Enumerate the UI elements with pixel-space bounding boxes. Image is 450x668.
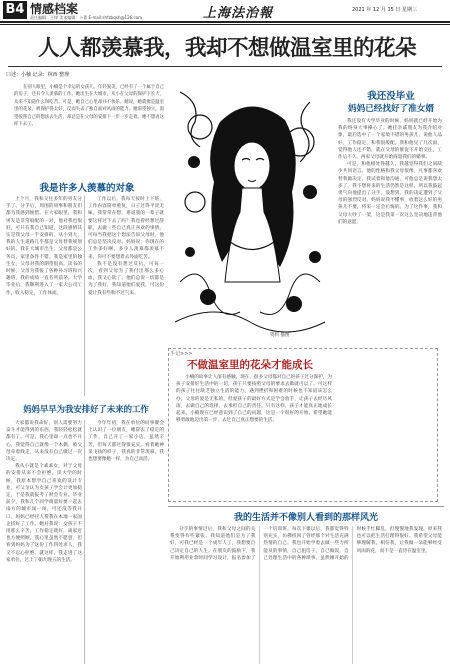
paragraph: 可是，和他相处得越久，我越觉得我们之间缺少共同语言。他的性格和我父母很像，凡事都喜欢替我做决定。我试着和他沟通，可他总是说我想太多了。我不想将来的生活仍然是这样，所以我鼓起勇气向他提出了分手。没想到，我的决定遭到了父母的强烈反对。妈妈说我不懂事，放着这么好的男孩儿不要，将来一定会后悔的。为了这件事，我和父母大吵了一架，这是我第一次这么坚决地违背他们的意愿。 (338, 162, 442, 225)
bottom-article-text (170, 526, 442, 664)
column-1-bottom (6, 420, 82, 664)
note-text (176, 374, 332, 498)
column-divider (84, 196, 85, 396)
masthead-logo: 上海法治報 (203, 6, 274, 21)
bottom-rule (168, 506, 444, 507)
editors-line: 责任编辑：王律 美术编辑：卜菁 E-mail:shfzbqxh@126.com (30, 15, 142, 20)
paragraph: 上个月，我和交往多年的男友分手了。分手后，周围的同事和朋友们都为我感到惋惜。在大家眼里，我和男友是非常般配的一对，他对我也很好，可只有我自己知道，这段感情其实是我父母一手安排的。从小到大，我的人生道路几乎都是父母替我规划好的。我在大城市出生，父母都是公务员，家里条件不错。我是家里的独生女，父母对我的期望很高。读书的时候，父母为我报了各种补习班和兴趣班，我的成绩一直名列前茅。大学毕业后，我顺利进入了一家大公司工作，收入稳定，工作体面。 (6, 197, 82, 296)
issue-date: 2021 年 12 月 15 日 星期三 (352, 7, 417, 13)
intro-text: 在别人眼里，小楠是个幸运的女孩儿。年轻貌美，已经有了一个属于自己的房子，还有令人羡慕的工作。她出生在大城市，从小在父母的保护下长大，从来不知道什么叫吃苦。可是，她自己心里却并不快乐。她说，她就像是温室里的花朵，被保护得太好，反而失去了独自面对风雨的能力。她渴望独立，渴望按照自己的想法去生活，却总是在父母的安排下一步一步走着。她不想再这样下去了。 (14, 85, 164, 128)
paragraph: 分手的事情过后，我和父母之间的关系变得有些紧张。我知道他们是为了我好，可我已经是一个成年人了，我想要自己决定自己的人生。在朋友的鼓励下，我开始利用业余时间学习设计，报名参加了一个培训班。每次下课以后，我都觉得特别充实，仿佛找回了曾经那个对生活充满热情的自己。我也开始学着去做一些力所能及的事情，自己租房子，自己做饭，自己处理生活中的各种琐事。虽然刚开始的时候手忙脚乱，但慢慢地我发现，原来我也可以把生活打理得很好。我希望父母能够理解我，相信我，让我做一朵能够经受风雨的花，而不是一直待在温室里。 (170, 527, 442, 561)
header-rule-thin (0, 24, 450, 25)
main-headline: 人人都羡慕我，我却不想做温室里的花朵 (37, 36, 416, 61)
header-rule (0, 21, 450, 23)
paragraph: 我从小就是个乖乖女，对于父母的安排从来不会拒绝。读大学的时候，我原本想学自己喜欢的设计专业，可父亲认为女孩子学会计更加稳定，于是我就报考了财会专业。毕业前夕，我和几个同学商量好要一起去南方的城市闯一闯，可还没等我开口，妈妈已经托人帮我在本地一家国企找好了工作。她对我说：女孩子不用那么辛苦，工作稳定就好，离家近也方便照顾。我心里虽然不愿意，但看到妈妈为了这份工作四处求人，我又不忍心拒绝。就这样，我走进了这家单位，过上了朝九晚五的生活。 (6, 464, 82, 563)
paragraph: 大家都说我命好，别人需要努力奋斗才能得到的东西，我轻轻松松就都有了。可是，我心里却一点也不开心。我觉得自己就像一个木偶，被父母牵着线走，从来没有自己做过一次决定。 (6, 421, 82, 463)
subheading-not-graduated: 我还没毕业 (367, 91, 415, 102)
note-tag: 手记>>> (170, 351, 193, 357)
article-credits: 口述：小楠 记录：林西 整理 (6, 72, 70, 78)
subheading-envied: 我是许多人羡慕的对象 (39, 183, 135, 194)
illustration-caption: 资料 插图 (270, 333, 290, 338)
paragraph: 工作以后，我每天按时上下班，工作内容简单重复，日子过得平淡无味。我常常在想，难道我的一辈子就要这样过下去了吗？我也曾经想过辞职，去做一些自己真正喜欢的事情，可每当我把这个想法告诉父母时，他们总是坚决反对。妈妈说：你现在的工作多好啊，多少人羡慕都羡慕不来，你可不要想着去外面吃苦。 (88, 197, 164, 260)
subheading-son-in-law: 妈妈已经找好了准女婿 (348, 104, 434, 114)
note-heading: 不做温室里的花朵才能成长 (187, 359, 313, 371)
column-2-bottom (88, 420, 164, 664)
paragraph: 我还没有大学毕业的时候，妈妈就已经开始为我的终身大事操心了。她托亲戚朋友为我介绍对象，最后选中了一个家境不错的男孩儿，说他人品好，工作稳定，和我很般配。我和他见了几次面，觉得他人还不错，就在父母的催促下开始交往。工作后不久，两家父母就开始商量我们的婚事。 (338, 119, 442, 161)
paragraph: 今年年初，我在单位的同事聚会上认识了一位朋友，她辞去了稳定的工作，自己开了一家小店，虽然辛苦，但每天都过得很充实。看着她神采飞扬的样子，我真的非常羡慕。我也想要像她一样，为自己而活。 (88, 421, 164, 463)
illustration-woman-flowers (170, 82, 332, 334)
section-title: 情感档案 (30, 2, 79, 16)
article-intro (14, 84, 164, 160)
headline-rule (8, 66, 442, 67)
column-1-top (6, 196, 82, 396)
column-divider (84, 420, 85, 664)
page-number: B4 (3, 1, 27, 19)
column-2-top (88, 196, 164, 396)
subheading-not-glamorous: 我的生活并不像别人看到的那样风光 (233, 513, 378, 523)
paragraph: 我不是没有想过反抗，可每一次，看到父母为了我付出那么多心血，我又心软了。他们总说一切都是为了我好，我知道他们爱我，可这份爱让我有些喘不过气来。 (88, 261, 164, 296)
subheading-job-arranged: 妈妈早早为我安排好了未来的工作 (23, 404, 149, 414)
paragraph: 小楠的故事让人深有感触。现在，很多父母都对自己的孩子过分保护，为孩子安排好生活中的一切，孩子只要按照父母的要求去做就可以了。可这样的孩子往往缺乏独立生活的能力，遇到挫折和困难的时候也不知道该怎么办。父母的爱是无私的，但爱孩子的最好方式是学会放手，让孩子去经历风雨，去做自己的选择，去承担自己的责任。只有这样，孩子才能真正地成长起来。小楠现在已经意识到了自己的问题，这是一个很好的开始。希望她能够勇敢地迈出第一步，去过自己真正想要的生活。 (176, 375, 332, 424)
